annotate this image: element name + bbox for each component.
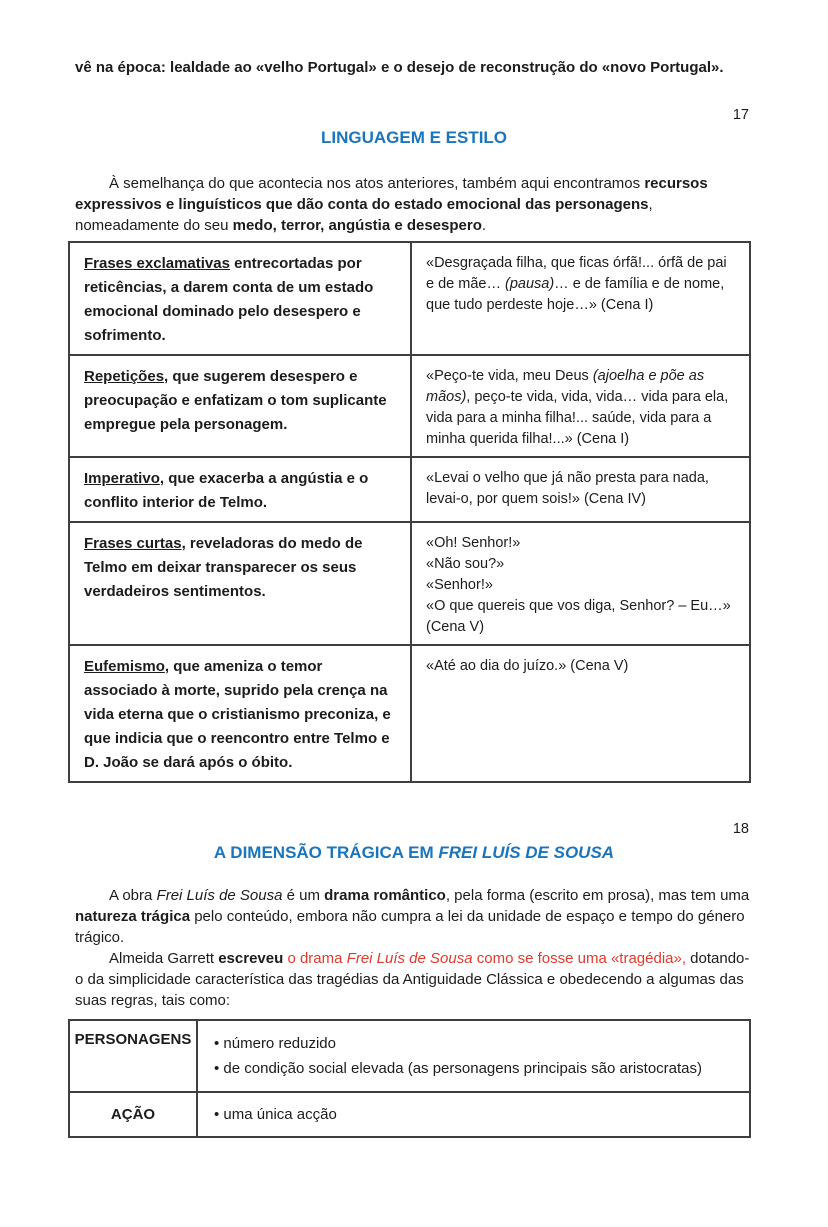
table-row <box>69 242 750 355</box>
row-header-cell: PERSONAGENS <box>69 1020 197 1092</box>
page-number-17: 17 <box>732 107 749 123</box>
tragic-dimension-table <box>68 1019 751 1138</box>
table-row <box>69 522 750 645</box>
quote-cell: «Até ao dia do juízo.» (Cena V) <box>411 645 750 782</box>
table-row <box>69 1092 750 1137</box>
quote-cell: «Levai o velho que já não presta para nada, levai-o, por quem sois!» (Cena IV) <box>411 457 750 522</box>
section2-title: A DIMENSÃO TRÁGICA EM FREI LUÍS DE SOUSA <box>213 843 615 862</box>
quote-cell: «Oh! Senhor!» «Não sou?» «Senhor!» «O que quereis que vos diga, Senhor? – Eu…» (Cena V) <box>411 522 750 645</box>
feature-cell: Imperativo, que exacerba a angústia e o conflito interior de Telmo. <box>69 457 411 522</box>
top-line: vê na época: lealdade ao «velho Portugal» e o desejo de reconstrução do «novo Portugal». <box>75 59 724 76</box>
quote-cell: «Desgraçada filha, que ficas órfã!... órfã de pai e de mãe… (pausa)… e de família e de nome, que tudo perdeste hoje…» (Cena I) <box>411 242 750 355</box>
quote-cell: «Peço-te vida, meu Deus (ajoelha e põe as mãos), peço-te vida, vida, vida… vida para ela, vida para a minha filha!... saúde, vida para a minha querida filha!...» (Cena I) <box>411 355 750 457</box>
row-content-cell: • número reduzido • de condição social elevada (as personagens principais são aristocratas) <box>197 1020 750 1092</box>
feature-cell: Frases curtas, reveladoras do medo de Telmo em deixar transparecer os seus verdadeiros sentimentos. <box>69 522 411 645</box>
table-row <box>69 355 750 457</box>
section2-paragraph-1: A obra Frei Luís de Sousa é um drama romântico, pela forma (escrito em prosa), mas tem uma natureza trágica pelo conteúdo, embora não cumpra a lei da unidade de espaço e tempo do género trágico. <box>75 887 750 946</box>
feature-cell: Frases exclamativas entrecortadas por reticências, a darem conta de um estado emocional dominado pelo desespero e sofrimento. <box>69 242 411 355</box>
document-page <box>0 58 828 1227</box>
feature-cell: Repetições, que sugerem desespero e preocupação e enfatizam o tom suplicante empregue pela personagem. <box>69 355 411 457</box>
table-row <box>69 1020 750 1092</box>
page-number-18: 18 <box>732 821 749 837</box>
row-content-cell: • uma única acção <box>197 1092 750 1137</box>
language-style-table <box>68 241 751 783</box>
table-row <box>69 645 750 782</box>
section2-paragraph-2: Almeida Garrett escreveu o drama Frei Luís de Sousa como se fosse uma «tragédia», dotando-o da simplicidade característica das tragédias da Antiguidade Clássica e obedecendo a algumas das suas regras, tais como: <box>75 950 750 1009</box>
section1-intro: À semelhança do que acontecia nos atos anteriores, também aqui encontramos recursos expressivos e linguísticos que dão conta do estado emocional das personagens, nomeadamente do seu medo, terror, angústia e desespero. <box>75 175 708 234</box>
section1-title: LINGUAGEM E ESTILO <box>320 128 508 147</box>
feature-cell: Eufemismo, que ameniza o temor associado à morte, suprido pela crença na vida eterna que o cristianismo preconiza, e que indicia que o reencontro entre Telmo e D. João se dará após o óbito. <box>69 645 411 782</box>
table-row <box>69 457 750 522</box>
row-header-cell: AÇÃO <box>69 1092 197 1137</box>
